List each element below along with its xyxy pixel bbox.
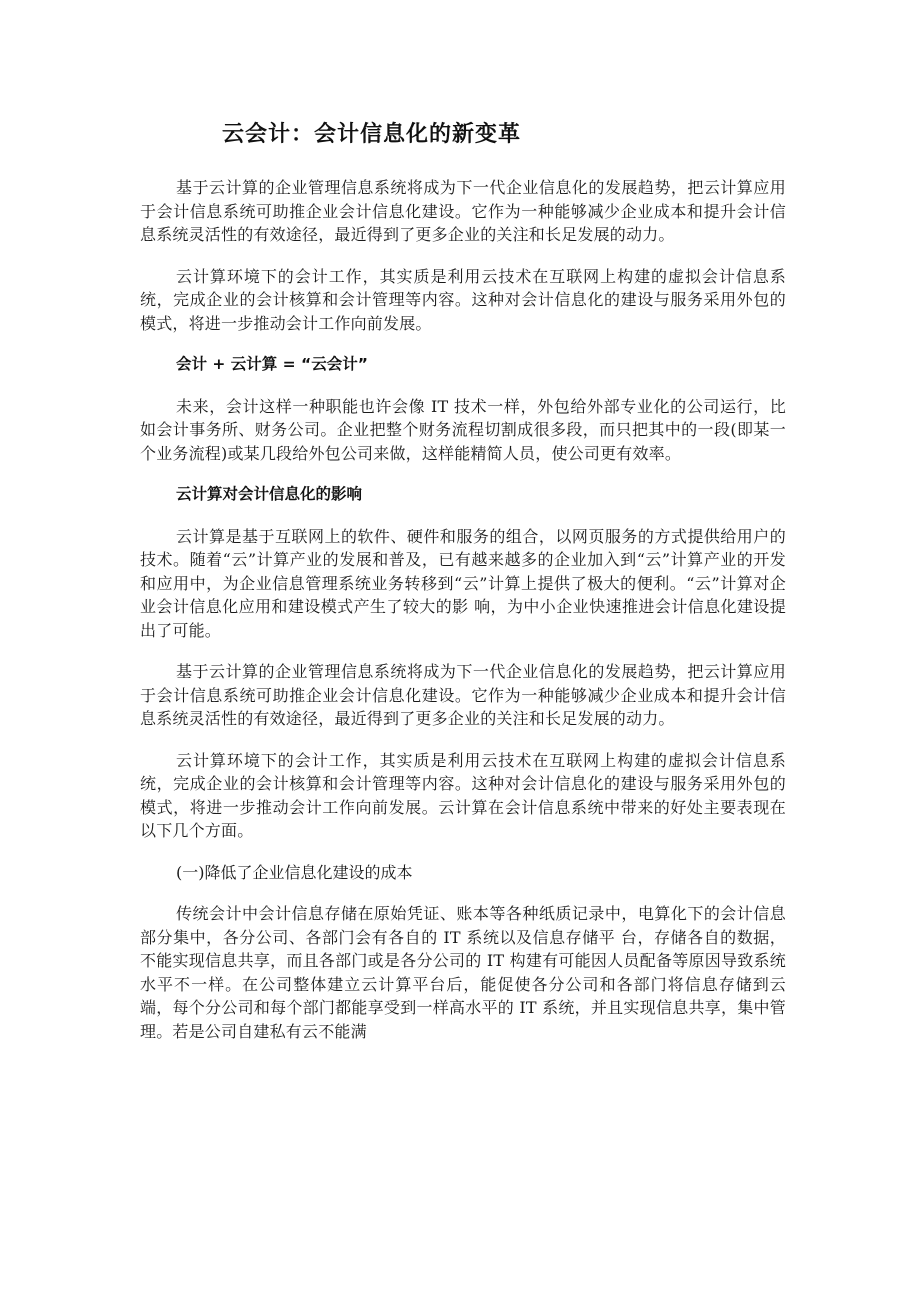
paragraph-1: 基于云计算的企业管理信息系统将成为下一代企业信息化的发展趋势，把云计算应用于会计信息系统可助推企业会计信息化建设。它作为一种能够减少企业成本和提升会计信息系统灵活性的有效途径，最近得到了更多企业的关注和长足发展的动力。 xyxy=(140,178,786,244)
document-title: 云会计：会计信息化的新变革 xyxy=(222,122,522,147)
document-body xyxy=(140,118,786,1061)
section-heading-formula: 会计 + 云计算 = “云会计” xyxy=(176,355,368,373)
subsection-heading-cost: (一)降低了企业信息化建设的成本 xyxy=(176,862,413,882)
paragraph-3: 未来，会计这样一种职能也许会像 IT 技术一样，外包给外部专业化的公司运行，比如会计事务所、财务公司。企业把整个财务流程切割成很多段，而只把其中的一段(即某一个业务流程)或某几段给外包公司来做，这样能精简人员，使公司更有效率。 xyxy=(140,396,786,463)
paragraph-2: 云计算环境下的会计工作，其实质是利用云技术在互联网上构建的虚拟会计信息系统，完成企业的会计核算和会计管理等内容。这种对会计信息化的建设与服务采用外包的模式，将进一步推动会计工作向前发展。 xyxy=(140,266,786,333)
section-heading-impact: 云计算对会计信息化的影响 xyxy=(176,485,363,503)
paragraph-6: 云计算环境下的会计工作，其实质是利用云技术在互联网上构建的虚拟会计信息系统，完成企业的会计核算和会计管理等内容。这种对会计信息化的建设与服务采用外包的模式，将进一步推动会计工作向前发展。云计算在会计信息系统中带来的好处主要表现在以下几个方面。 xyxy=(140,750,786,840)
paragraph-5: 基于云计算的企业管理信息系统将成为下一代企业信息化的发展趋势，把云计算应用于会计信息系统可助推企业会计信息化建设。它作为一种能够减少企业成本和提升会计信息系统灵活性的有效途径，最近得到了更多企业的关注和长足发展的动力。 xyxy=(140,662,786,728)
paragraph-7: 传统会计中会计信息存储在原始凭证、账本等各种纸质记录中，电算化下的会计信息部分集中，各分公司、各部门会有各自的 IT 系统以及信息存储平 台，存储各自的数据，不能实现信息共享，而且各部门或是各分公司的 IT 构建有可能因人员配备等原因导致系统水平不一样。在公司整体建立云计算平台后，能促使各分公司和各部门将信息存储到云端，每个分公司和每个部门都能享受到一样高水平的 IT 系统，并且实现信息共享，集中管理。若是公司自建私有云不能满 xyxy=(140,904,786,1041)
paragraph-4: 云计算是基于互联网上的软件、硬件和服务的组合，以网页服务的方式提供给用户的技术。随着“云”计算产业的发展和普及，已有越来越多的企业加入到“云”计算产业的开发和应用中，为企业信息管理系统业务转移到“云”计算上提供了极大的便利。“云”计算对企业会计信息化应用和建设模式产生了较大的影 响，为中小企业快速推进会计信息化建设提出了可能。 xyxy=(140,526,786,640)
